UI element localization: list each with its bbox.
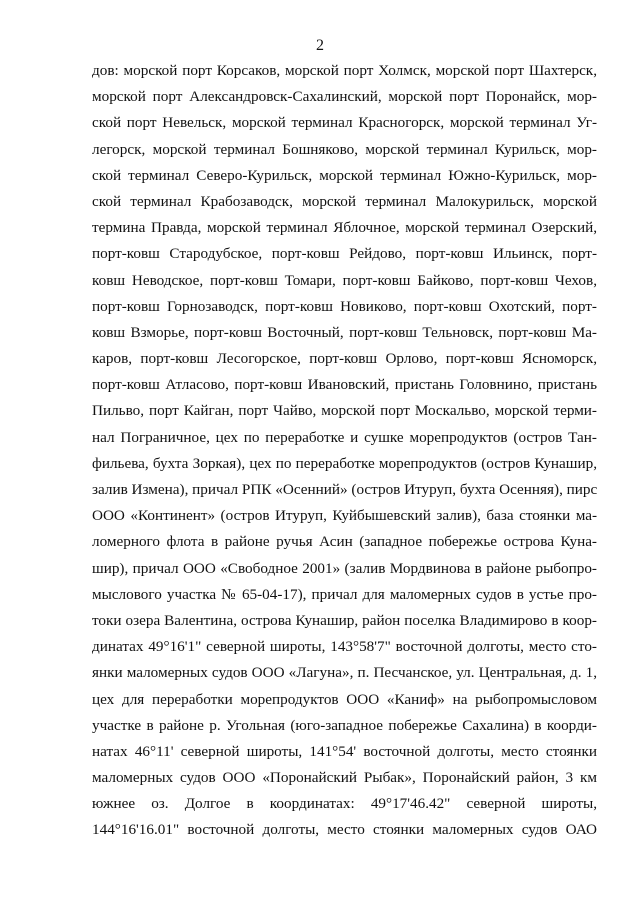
text-line: порт-ковш Атласово, порт-ковш Ивановский, пристань Головнино, пристань xyxy=(92,376,597,394)
text-line: порт-ковш Стародубское, порт-ковш Рейдово, порт-ковш Ильинск, порт- xyxy=(92,245,597,263)
text-line: Пильво, порт Кайган, порт Чайво, морской порт Москальво, морской терми- xyxy=(92,402,597,420)
text-line: ской терминал Крабозаводск, морской терминал Малокурильск, морской xyxy=(92,192,597,210)
text-line: порт-ковш Горнозаводск, порт-ковш Новиково, порт-ковш Охотский, порт- xyxy=(92,297,597,315)
text-line: залив Измена), причал РПК «Осенний» (остров Итуруп, бухта Осенняя), пирс xyxy=(92,481,597,498)
text-line: дов: морской порт Корсаков, морской порт Холмск, морской порт Шахтерск, xyxy=(92,62,597,79)
text-line: ковш Взморье, порт-ковш Восточный, порт-ковш Тельновск, порт-ковш Ма- xyxy=(92,323,597,341)
text-line: нал Пограничное, цех по переработке и сушке морепродуктов (остров Тан- xyxy=(92,428,597,446)
text-line: динатах 49°16'1" северной широты, 143°58'7" восточной долготы, место сто- xyxy=(92,638,597,656)
text-line: участке в районе р. Угольная (юго-западное побережье Сахалина) в коорди- xyxy=(92,716,597,734)
body-text xyxy=(92,58,597,844)
text-line: фильева, бухта Зоркая), цех по переработке морепродуктов (остров Кунашир, xyxy=(92,454,597,472)
text-line: маломерных судов ООО «Поронайский Рыбак», Поронайский район, 3 км xyxy=(92,769,597,787)
text-line: термина Правда, морской терминал Яблочное, морской терминал Озерский, xyxy=(92,219,597,237)
text-line: токи озера Валентина, острова Кунашир, район поселка Владимирово в коор- xyxy=(92,611,597,629)
text-line: легорск, морской терминал Бошняково, морской терминал Курильск, мор- xyxy=(92,140,597,158)
text-line: каров, порт-ковш Лесогорское, порт-ковш Орлово, порт-ковш Ясноморск, xyxy=(92,350,597,368)
text-line: цех для переработки морепродуктов ООО «Каниф» на рыбопромысловом xyxy=(92,690,597,708)
text-line: морской порт Александровск-Сахалинский, морской порт Поронайск, мор- xyxy=(92,88,597,106)
text-line: ской порт Невельск, морской терминал Красногорск, морской терминал Уг- xyxy=(92,114,597,132)
text-line: ковш Неводское, порт-ковш Томари, порт-ковш Байково, порт-ковш Чехов, xyxy=(92,271,597,289)
text-line: ломерного флота в районе ручья Асин (западное побережье острова Куна- xyxy=(92,533,597,551)
text-line: южнее оз. Долгое в координатах: 49°17'46.42" северной широты, xyxy=(92,795,597,813)
text-line: 144°16'16.01" восточной долготы, место стоянки маломерных судов ОАО xyxy=(92,821,597,839)
text-line: ООО «Континент» (остров Итуруп, Куйбышевский залив), база стоянки ма- xyxy=(92,507,597,525)
text-line: мыслового участка № 65-04-17), причал для маломерных судов в устье про- xyxy=(92,585,597,603)
text-line: натах 46°11' северной широты, 141°54' восточной долготы, место стоянки xyxy=(92,742,597,760)
text-line: янки маломерных судов ООО «Лагуна», п. Песчанское, ул. Центральная, д. 1, xyxy=(92,664,597,682)
page-number: 2 xyxy=(316,37,324,54)
text-line: ской терминал Северо-Курильск, морской терминал Южно-Курильск, мор- xyxy=(92,166,597,184)
text-line: шир), причал ООО «Свободное 2001» (залив Мордвинова в районе рыбопро- xyxy=(92,559,597,577)
